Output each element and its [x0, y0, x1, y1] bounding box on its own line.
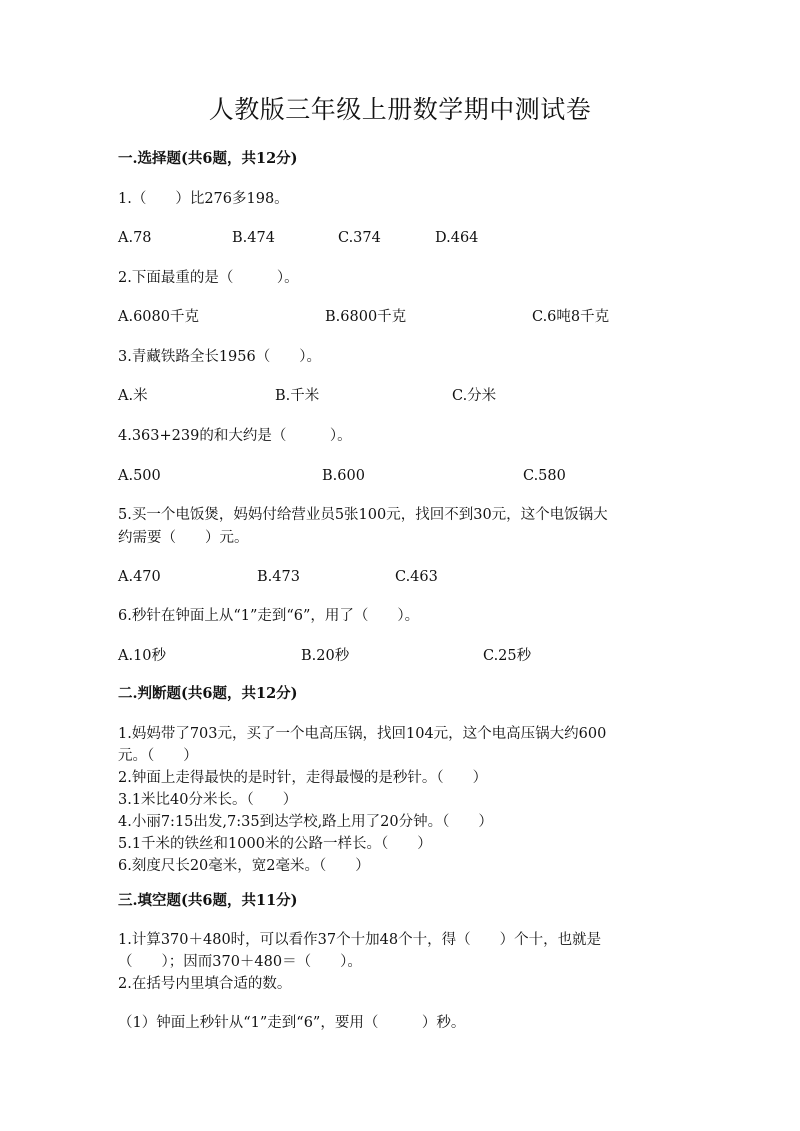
- option: C.463: [395, 569, 438, 585]
- option: D.464: [435, 230, 479, 246]
- option: A.470: [118, 569, 161, 585]
- option: C.25秒: [483, 648, 532, 664]
- judgment-line: 1.妈妈带了703元，买了一个电高压锅，找回104元，这个电高压锅大约600: [118, 726, 607, 742]
- question-text: 4.363+239的和大约是（ ）。: [118, 428, 352, 444]
- judgment-line: 3.1米比40分米长。（ ）: [118, 792, 298, 808]
- option: B.473: [257, 569, 300, 585]
- fill-in-line: 1.计算370＋480时，可以看作37个十加48个十，得（ ）个十，也就是: [118, 932, 602, 948]
- option: C.580: [523, 468, 566, 484]
- option: C.分米: [452, 388, 497, 404]
- judgment-line: 6.刻度尺长20毫米，宽2毫米。（ ）: [118, 858, 370, 874]
- option: C.6吨8千克: [532, 309, 610, 325]
- option: B.600: [322, 468, 365, 484]
- section-heading-choice: 一.选择题(共6题，共12分): [118, 150, 298, 167]
- section-heading-judgment: 二.判断题(共6题，共12分): [118, 685, 298, 702]
- option: B.474: [232, 230, 275, 246]
- option: A.10秒: [118, 648, 167, 664]
- judgment-line: 5.1千米的铁丝和1000米的公路一样长。（ ）: [118, 836, 432, 852]
- judgment-line: 元。（ ）: [118, 748, 198, 764]
- option: A.78: [118, 230, 152, 246]
- judgment-line: 2.钟面上走得最快的是时针，走得最慢的是秒针。（ ）: [118, 770, 488, 786]
- fill-in-line: （1）钟面上秒针从“1”走到“6”，要用（ ）秒。: [118, 1015, 466, 1031]
- section-heading-fill-in: 三.填空题(共6题，共11分): [118, 892, 298, 909]
- option: C.374: [338, 230, 381, 246]
- page-title: 人教版三年级上册数学期中测试卷: [208, 95, 592, 124]
- fill-in-line: 2.在括号内里填合适的数。: [118, 976, 292, 992]
- question-text-continued: 约需要（ ）元。: [118, 530, 249, 546]
- option: B.千米: [275, 388, 320, 404]
- question-text: 3.青藏铁路全长1956（ ）。: [118, 349, 321, 365]
- question-text: 5.买一个电饭煲，妈妈付给营业员5张100元，找回不到30元，这个电饭锅大: [118, 507, 608, 523]
- option: B.20秒: [301, 648, 350, 664]
- option: B.6800千克: [325, 309, 407, 325]
- option: A.500: [118, 468, 161, 484]
- question-text: 2.下面最重的是（ ）。: [118, 270, 299, 286]
- question-text: 1.（ ）比276多198。: [118, 191, 289, 207]
- judgment-line: 4.小丽7:15出发,7:35到达学校,路上用了20分钟。（ ）: [118, 814, 493, 830]
- option: A.6080千克: [118, 309, 199, 325]
- option: A.米: [118, 388, 148, 404]
- question-text: 6.秒针在钟面上从“1”走到“6”，用了（ ）。: [118, 608, 420, 624]
- fill-in-line: （ ）；因而370＋480＝（ ）。: [118, 954, 362, 970]
